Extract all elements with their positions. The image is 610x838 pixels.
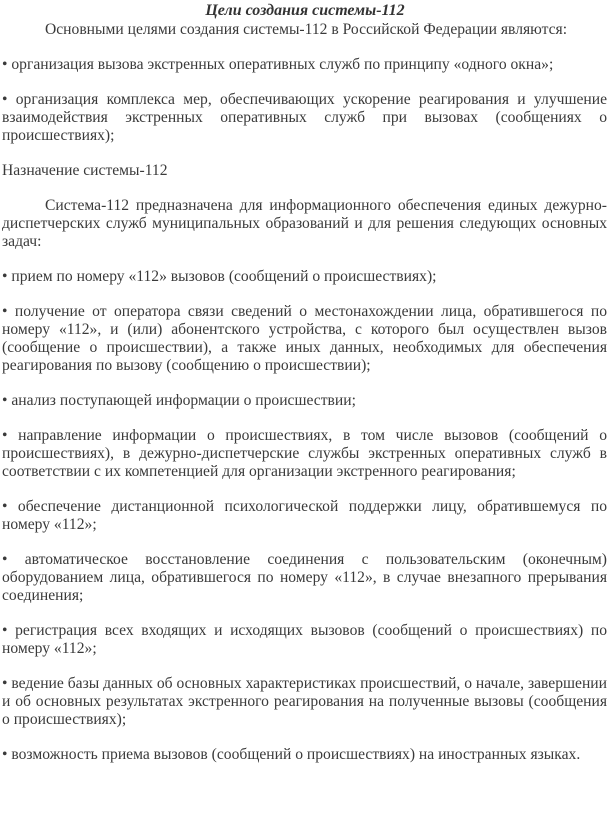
task-item: • направление информации о происшествиях, в том числе вызовов (сообщений о происшествиях), в дежурно-диспетчерские службы экстренных оперативных служб в соответствии с их компетенцией для организации экстренного реагирования;: [2, 427, 607, 480]
goal-item: • организация вызова экстренных оперативных служб по принципу «одного окна»;: [2, 56, 554, 73]
task-item: • обеспечение дистанционной психологической поддержки лицу, обратившемуся по номеру «112»;: [2, 498, 607, 533]
goal-item: • организация комплекса мер, обеспечивающих ускорение реагирования и улучшение взаимодействия экстренных оперативных служб при вызовах (сообщениях о происшествиях);: [2, 91, 607, 144]
task-item: • автоматическое восстановление соединения с пользовательским (оконечным) оборудованием лица, обратившегося по номеру «112», в случае внезапного прерывания соединения;: [2, 551, 607, 604]
document-title: Цели создания системы-112: [205, 2, 405, 19]
task-item: • прием по номеру «112» вызовов (сообщений о происшествиях);: [2, 268, 437, 285]
intro-paragraph: Основными целями создания системы-112 в Российской Федерации являются:: [45, 21, 568, 38]
task-item: • анализ поступающей информации о происшествии;: [2, 392, 356, 409]
section-heading-purpose: Назначение системы-112: [2, 162, 168, 179]
task-item: • возможность приема вызовов (сообщений о происшествиях) на иностранных языках.: [2, 746, 581, 763]
purpose-intro-paragraph: Система-112 предназначена для информационного обеспечения единых дежурно-диспетчерских служб муниципальных образований и для решения следующих основных задач:: [2, 197, 607, 250]
task-item: • получение от оператора связи сведений о местонахождении лица, обратившегося по номеру «112», и (или) абонентского устройства, с которого был осуществлен вызов (сообщение о происшествии), а также иных данных, необходимых для обеспечения реагирования по вызову (сообщению о происшествии);: [2, 303, 607, 374]
task-item: • ведение базы данных об основных характеристиках происшествий, о начале, завершении и об основных результатах экстренного реагирования на полученные вызовы (сообщения о происшествиях);: [2, 675, 607, 728]
task-item: • регистрация всех входящих и исходящих вызовов (сообщений о происшествиях) по номеру «112»;: [2, 622, 607, 657]
